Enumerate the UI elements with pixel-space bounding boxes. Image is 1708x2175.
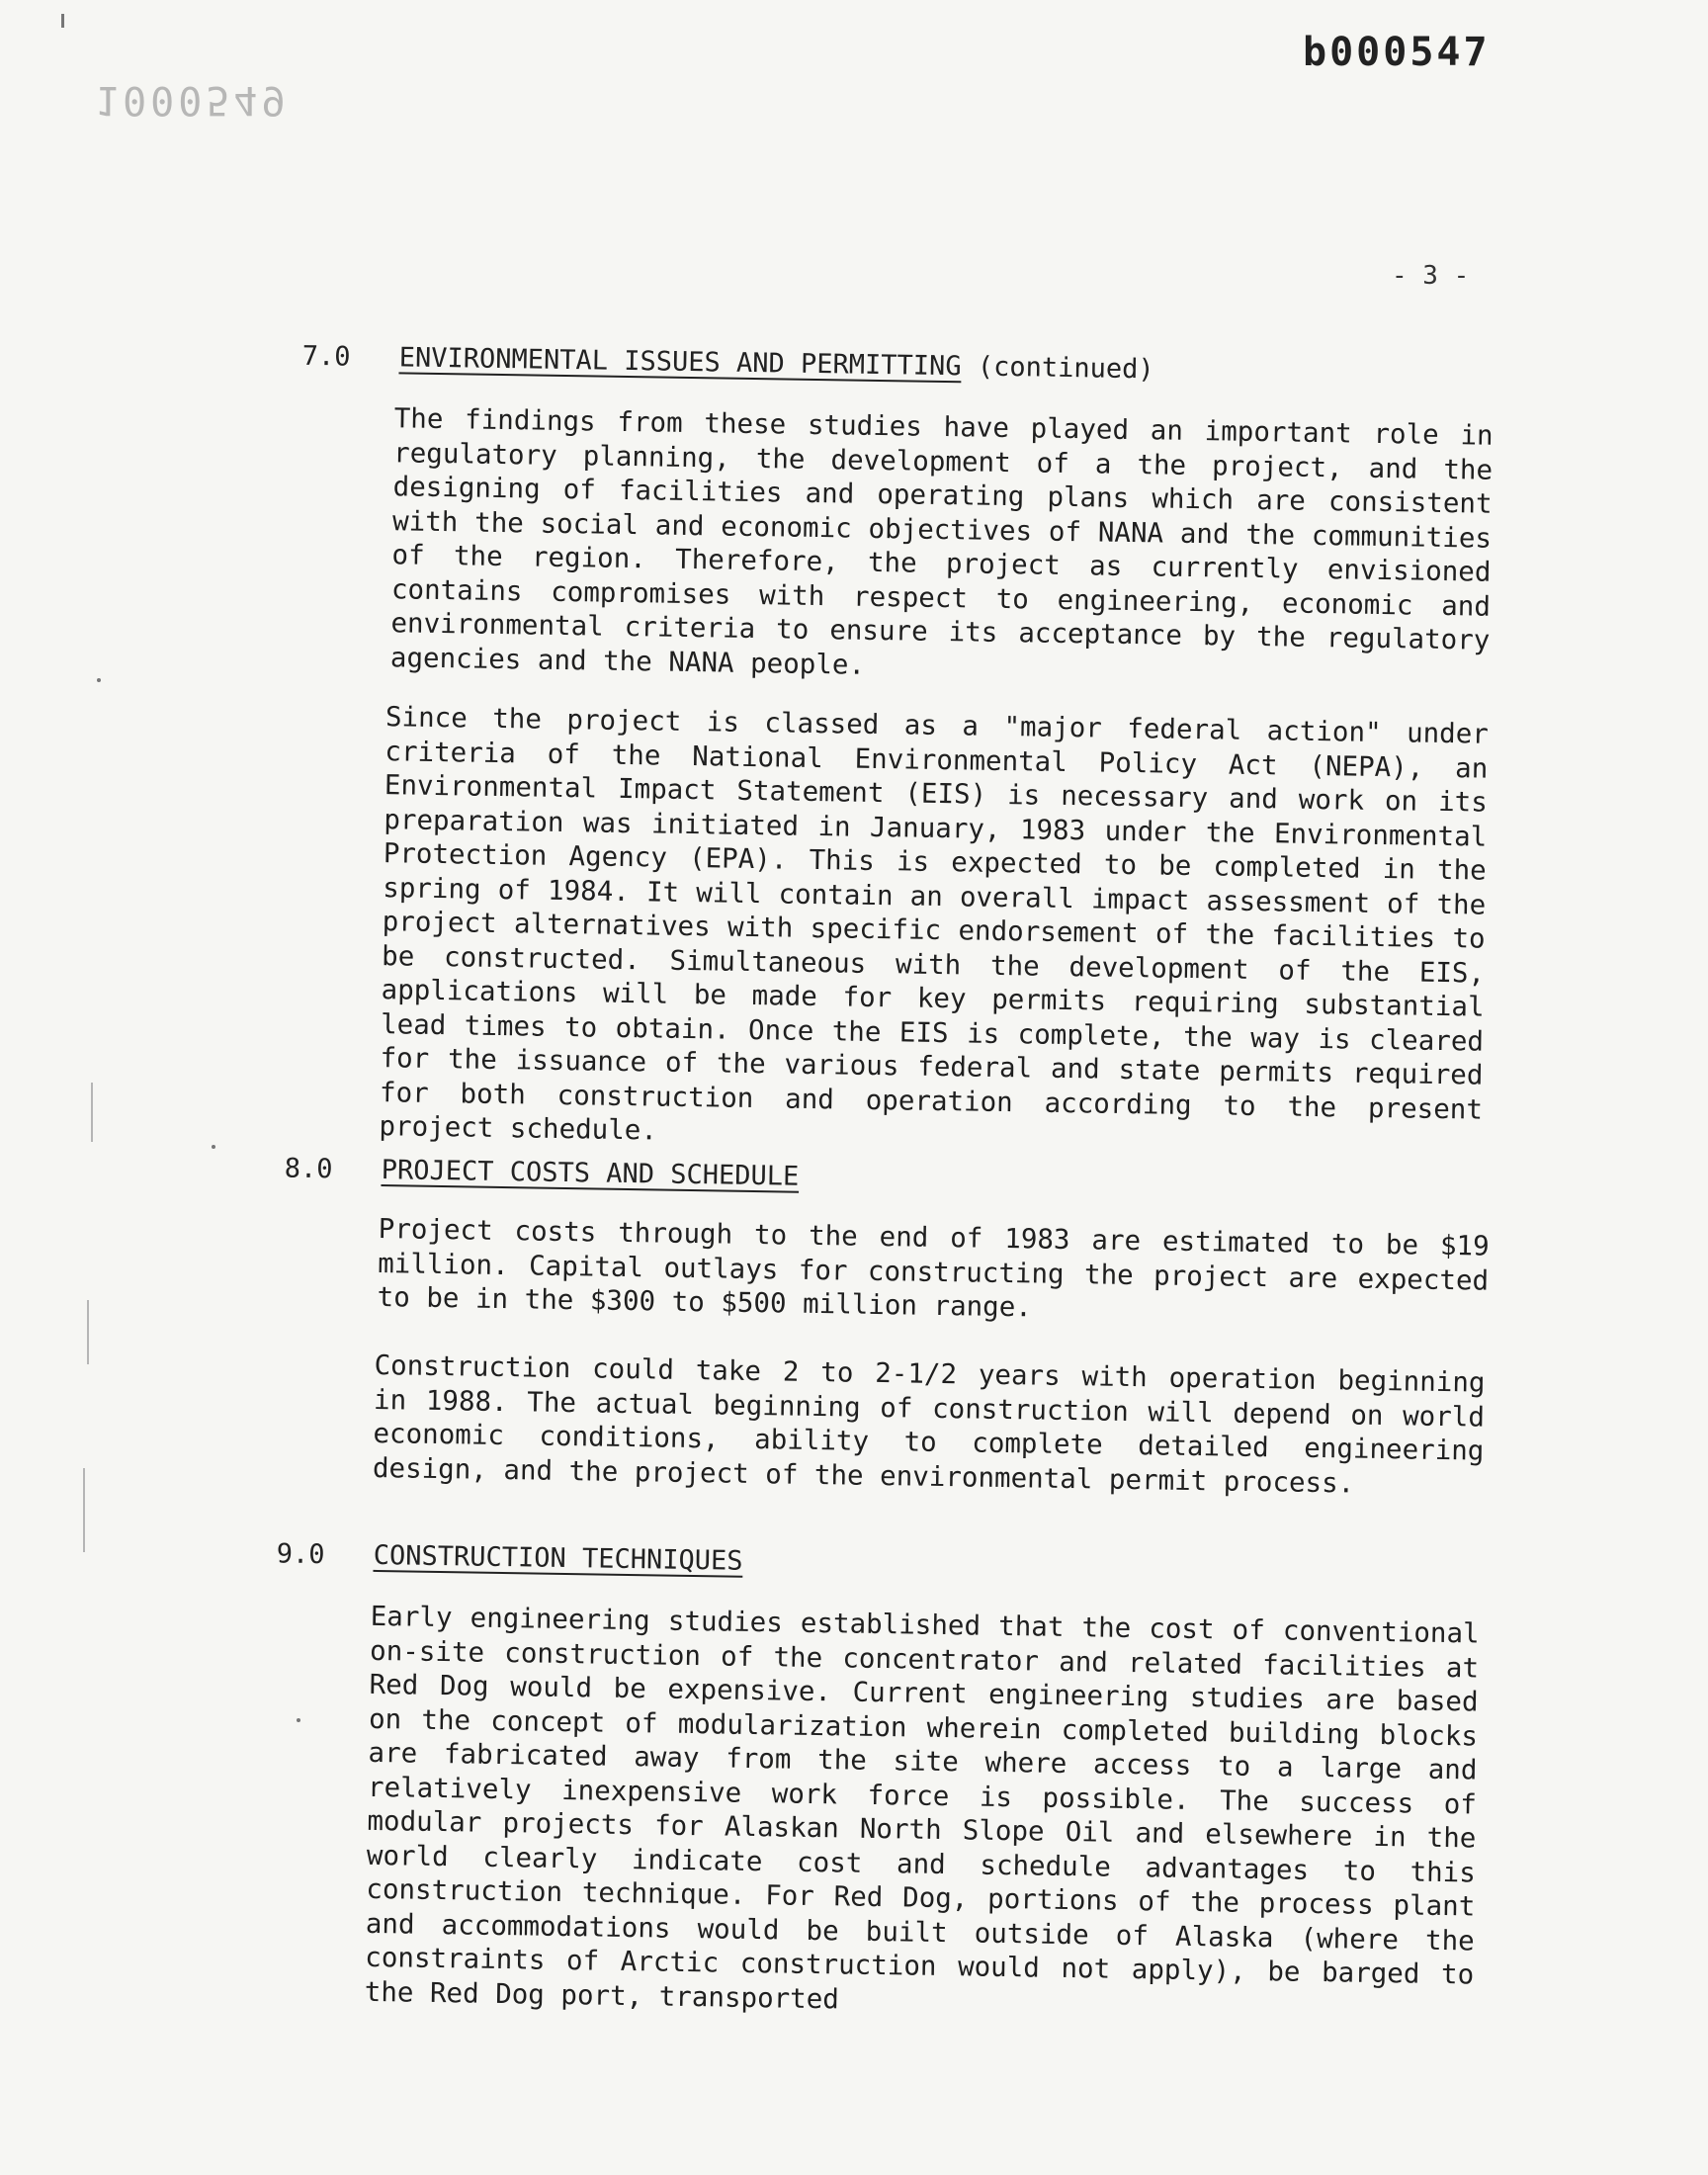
- scan-edge-mark: [91, 1083, 93, 1142]
- paragraph: Project costs through to the end of 1983 are estimated to be $19 million. Capital outlays for constructing the project are expected to be in the $300 to $500 million range.: [377, 1213, 1490, 1324]
- page-number: - 3 -: [1392, 261, 1470, 291]
- bleed-through-stamp: 1000549: [95, 77, 290, 123]
- scan-edge-mark: [87, 1300, 89, 1364]
- section-title: [381, 1155, 799, 1192]
- scan-speck: [61, 14, 64, 28]
- section-9: [0, 1534, 1708, 2015]
- section-number: 7.0: [301, 340, 351, 373]
- paragraph: The findings from these studies have played an important role in regulatory planning, the development of a the project, and the designing of facilities and operating plans which are consistent with the social and economic objectives of NANA and the communities of the region. Therefore, the project as currently envisioned contains compromises with respect to engineering, economic and environmental criteria to ensure its acceptance by the regulatory agencies and the NANA people.: [389, 402, 1494, 681]
- scan-edge-mark: [83, 1468, 85, 1552]
- scan-speck: [297, 1718, 300, 1722]
- section-title: [398, 342, 1153, 385]
- scan-speck: [212, 1145, 215, 1149]
- section-heading-suffix: (continued): [961, 351, 1154, 386]
- section-title: [373, 1540, 742, 1577]
- section-heading: ENVIRONMENTAL ISSUES AND PERMITTING: [398, 342, 962, 383]
- section-7: [0, 336, 1708, 1147]
- section-heading: PROJECT COSTS AND SCHEDULE: [381, 1155, 800, 1192]
- scan-speck: [97, 678, 101, 682]
- section-number: 8.0: [284, 1153, 333, 1185]
- paragraph: Construction could take 2 to 2-1/2 years with operation beginning in 1988. The actual beginning of construction will depend on world economic conditions, ability to complete detailed engineering design, and the project of the environmental permit process.: [372, 1348, 1486, 1500]
- section-number: 9.0: [276, 1538, 325, 1571]
- paragraph: Since the project is classed as a "major federal action" under criteria of the National Environmental Policy Act (NEPA), an Environmental Impact Statement (EIS) is necessary and work on its preparation was initiated in January, 1983 under the Environmental Protection Agency (EPA). This is expected to be completed in the spring of 1984. It will contain an overall impact assessment of the project alternatives with specific endorsement of the facilities to be constructed. Simultaneous with the development of the EIS, applications will be made for key permits requiring substantial lead times to obtain. Once the EIS is complete, the way is cleared for the issuance of the various federal and state permits required for both construction and operation according to the present project schedule.: [379, 701, 1490, 1147]
- section-heading: CONSTRUCTION TECHNIQUES: [373, 1539, 743, 1577]
- paragraph: Early engineering studies established that the cost of conventional on-site construction of the concentrator and related facilities at Red Dog would be expensive. Current engineering studies are based on the concept of modularization wherein completed building blocks are fabricated away from the site where access to a large and relatively inexpensive work force is possible. The success of modular projects for Alaskan North Slope Oil and elsewhere in the world clearly indicate cost and schedule advantages to this construction technique. For Red Dog, portions of the process plant and accommodations would be built outside of Alaska (where the constraints of Arctic construction would not apply), be barged to the Red Dog port, transported: [364, 1600, 1480, 2015]
- document-control-number: b000547: [1303, 30, 1491, 75]
